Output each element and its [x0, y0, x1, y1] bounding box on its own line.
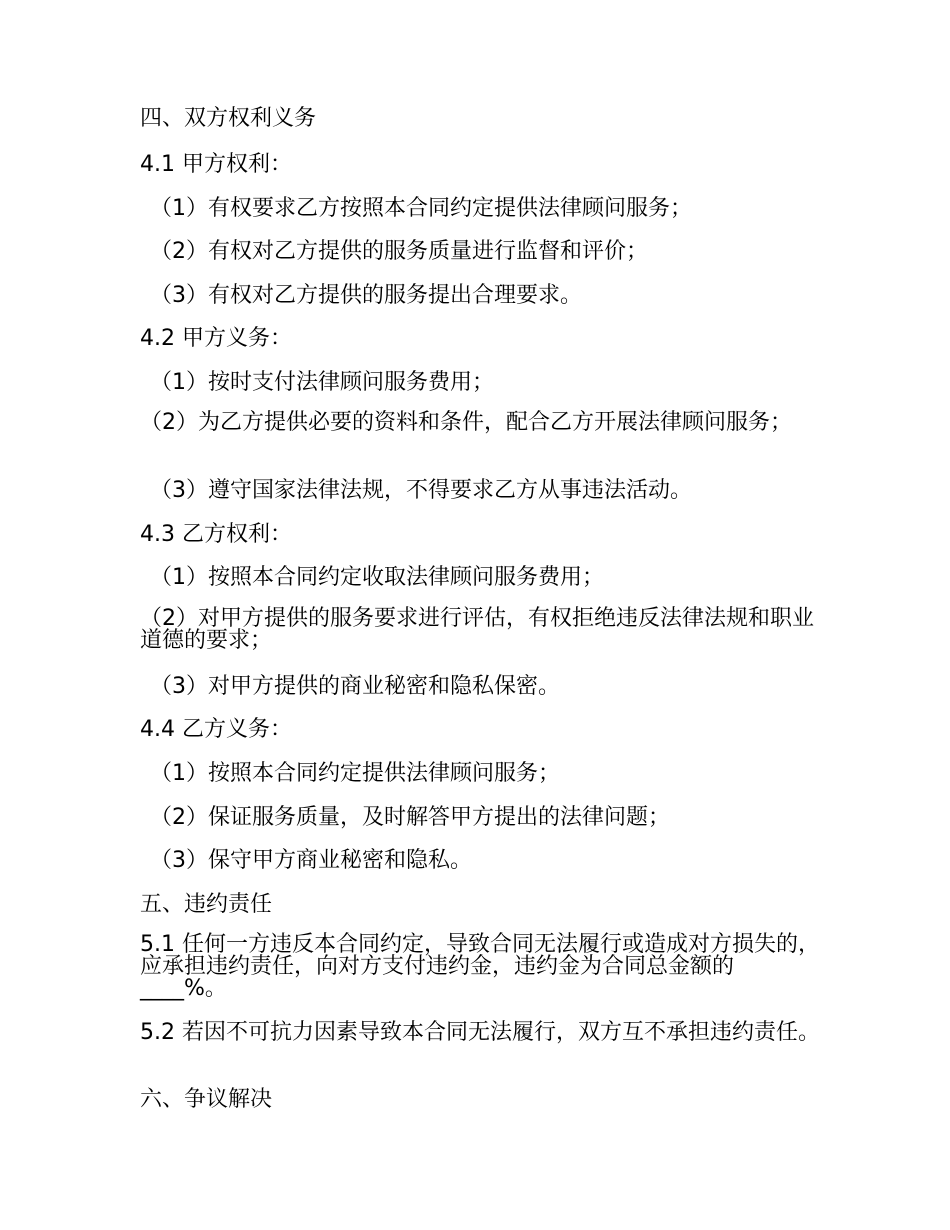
list-item: （1）按照本合同约定提供法律顾问服务；: [150, 761, 560, 786]
section-4-3-title: 4.3 乙方权利：: [140, 522, 292, 547]
list-item: （1）有权要求乙方按照本合同约定提供法律顾问服务；: [150, 196, 692, 221]
section-6-heading: 六、争议解决: [140, 1087, 273, 1112]
list-item: （3）有权对乙方提供的服务提出合理要求。: [150, 283, 582, 308]
list-item: （2）对甲方提供的服务要求进行评估，有权拒绝违反法律法规和职业道德的要求；: [140, 606, 814, 653]
list-item: （2）保证服务质量，及时解答甲方提出的法律问题；: [150, 805, 670, 830]
section-4-4-title: 4.4 乙方义务：: [140, 717, 292, 742]
list-item: （3）对甲方提供的商业秘密和隐私保密。: [150, 674, 560, 699]
list-item: （1）按时支付法律顾问服务费用；: [150, 370, 494, 395]
list-item: （3）保守甲方商业秘密和隐私。: [150, 848, 472, 873]
list-item: （2）为乙方提供必要的资料和条件，配合乙方开展法律顾问服务；: [140, 410, 792, 435]
section-4-heading: 四、双方权利义务: [140, 106, 317, 131]
list-item: （2）有权对乙方提供的服务质量进行监督和评价；: [150, 239, 648, 264]
section-5-1-paragraph: 5.1 任何一方违反本合同约定，导致合同无法履行或造成对方损失的，应承担违约责任，向对方支付违约金，违约金为合同总金额的____%。: [140, 932, 820, 1001]
list-item: （3）遵守国家法律法规，不得要求乙方从事违法活动。: [150, 478, 692, 503]
section-4-2-title: 4.2 甲方义务：: [140, 326, 292, 351]
section-5-heading: 五、违约责任: [140, 892, 273, 917]
list-item: （1）按照本合同约定收取法律顾问服务费用；: [150, 565, 604, 590]
section-5-2-paragraph: 5.2 若因不可抗力因素导致本合同无法履行，双方互不承担违约责任。: [140, 1020, 820, 1045]
section-4-1-title: 4.1 甲方权利：: [140, 152, 292, 177]
